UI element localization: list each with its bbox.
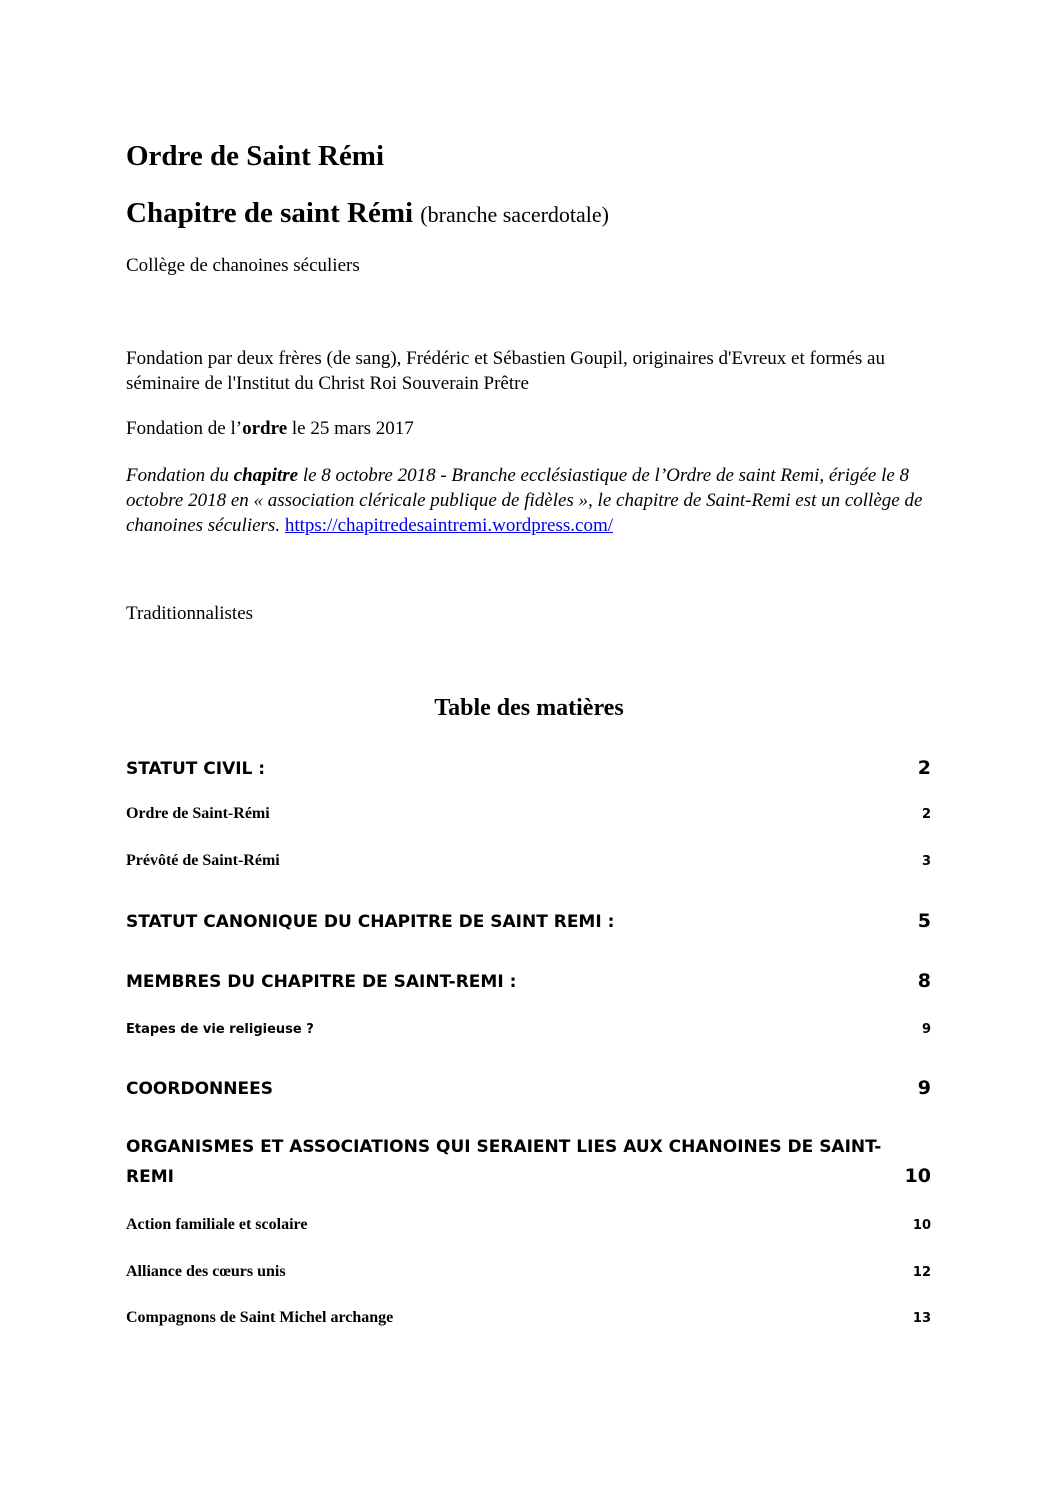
toc-entry-page: 12 (912, 1265, 931, 1280)
toc-entry-alliance-coeurs-unis[interactable] (126, 1263, 931, 1281)
toc-entry-coordonnees[interactable] (126, 1077, 931, 1099)
toc-entry-label: COORDONNEES (126, 1079, 273, 1099)
toc-title: Table des matières (434, 695, 624, 721)
fondation-chapitre-paragraph (126, 463, 926, 538)
toc-entry-label: MEMBRES DU CHAPITRE DE SAINT-REMI : (126, 972, 517, 992)
college-line: Collège de chanoines séculiers (126, 255, 360, 276)
toc-entry-label: Compagnons de Saint Michel archange (126, 1309, 394, 1326)
chapitre-website-link[interactable]: https://chapitredesaintremi.wordpress.com/ (284, 515, 614, 536)
toc-entry-page: 10 (904, 1165, 931, 1187)
toc-entry-ordre-saint-remi[interactable] (126, 805, 931, 823)
fondation-ordre-date: le 25 mars 2017 (287, 418, 414, 439)
toc-entry-page: 9 (917, 1077, 931, 1099)
toc-entry-label: Action familiale et scolaire (126, 1216, 308, 1233)
fondation-chapitre-text: le 8 octobre 2018 - Branche ecclésiastique de l’Ordre de saint Remi, érigée le 8 octobre 2018 en « association cléricale publique de fidèles », le chapitre de Saint-Remi est un collège de chanoines séculiers (126, 465, 923, 536)
document-subtitle (126, 197, 609, 230)
toc-entry-page: 10 (912, 1218, 931, 1233)
traditionnalistes-label: Traditionnalistes (126, 603, 254, 624)
fondation-ordre-paragraph (126, 416, 926, 441)
fondation-freres-paragraph: Fondation par deux frères (de sang), Frédéric et Sébastien Goupil, originaires d'Evreux et formés au séminaire de l'Institut du Christ Roi Souverain Prêtre (126, 348, 885, 394)
subtitle-branch: (branche sacerdotale) (420, 202, 610, 227)
toc-entry-label-line2: REMI (126, 1167, 174, 1187)
fondation-ordre-bold: ordre (242, 418, 288, 439)
toc-entry-label: STATUT CIVIL : (126, 759, 266, 779)
toc-entry-organismes-associations[interactable] (126, 1137, 931, 1187)
toc-entry-action-familiale[interactable] (126, 1216, 931, 1234)
toc-entry-label: Etapes de vie religieuse ? (126, 1022, 314, 1037)
toc-entry-label-line1: ORGANISMES ET ASSOCIATIONS QUI SERAIENT LIES AUX CHANOINES DE SAINT- (126, 1137, 882, 1157)
toc-entry-etapes-vie-religieuse[interactable] (126, 1022, 931, 1037)
toc-entry-page: 8 (917, 970, 931, 992)
document-title: Ordre de Saint Rémi (126, 140, 385, 172)
toc-entry-compagnons-saint-michel[interactable] (126, 1309, 931, 1327)
toc-entry-statut-canonique[interactable] (126, 910, 931, 932)
toc-entry-membres-chapitre[interactable] (126, 970, 931, 992)
toc-entry-page: 13 (912, 1311, 931, 1326)
fondation-ordre-prefix: Fondation de l’ (126, 418, 243, 439)
toc-entry-page: 3 (921, 854, 931, 869)
toc-entry-label: Prévôté de Saint-Rémi (126, 852, 280, 869)
toc-entry-label: Ordre de Saint-Rémi (126, 805, 270, 822)
fondation-chapitre-prefix: Fondation du (126, 465, 234, 486)
toc-entry-page: 2 (917, 757, 931, 779)
toc-entry-prevote-saint-remi[interactable] (126, 852, 931, 870)
subtitle-main: Chapitre de saint Rémi (126, 197, 414, 229)
fondation-chapitre-bold: chapitre (233, 465, 299, 486)
toc-entry-label: Alliance des cœurs unis (126, 1263, 286, 1280)
toc-entry-label: STATUT CANONIQUE DU CHAPITRE DE SAINT REMI : (126, 912, 615, 932)
toc-entry-page: 9 (921, 1022, 931, 1037)
toc-entry-page: 5 (917, 910, 931, 932)
fondation-chapitre-end: . (275, 515, 285, 536)
toc-entry-statut-civil[interactable] (126, 757, 931, 779)
toc-entry-page: 2 (921, 807, 931, 822)
